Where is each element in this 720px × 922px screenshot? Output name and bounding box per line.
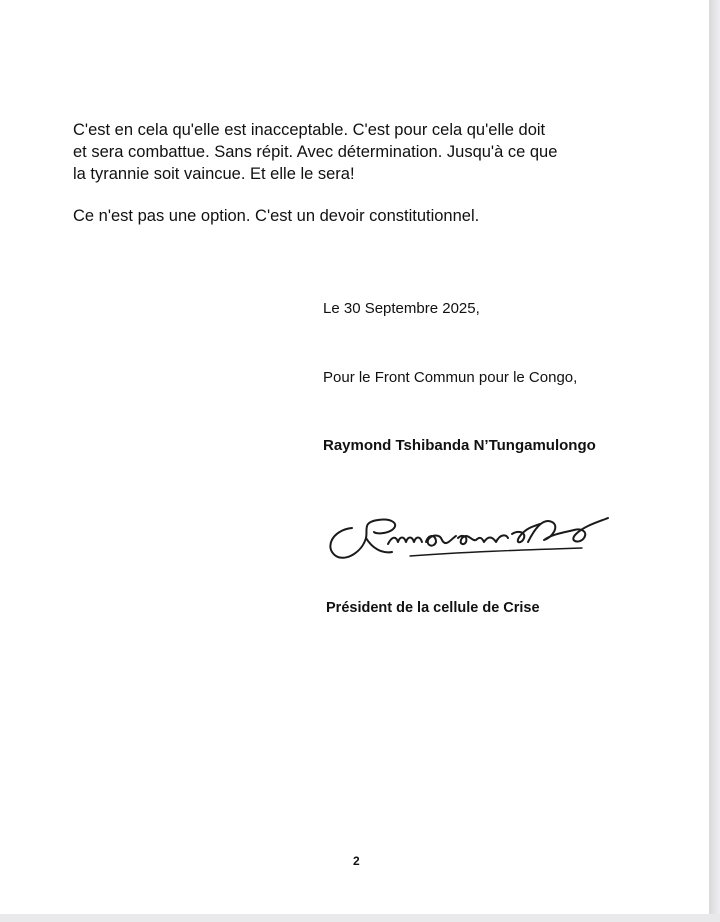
organization-line: Pour le Front Commun pour le Congo,: [323, 369, 578, 386]
page-number: 2: [353, 854, 360, 868]
body-paragraph-2: Ce n'est pas une option. C'est un devoir constitutionnel.: [73, 207, 480, 225]
date-line: Le 30 Septembre 2025,: [323, 300, 480, 317]
signatory-name: Raymond Tshibanda N’Tungamulongo: [323, 437, 596, 454]
handwritten-signature: [322, 508, 622, 568]
body-paragraph-1: C'est en cela qu'elle est inacceptable. C'est pour cela qu'elle doit et sera combattue. Sans répit. Avec détermination. Jusqu'à ce que la tyrannie soit vaincue. Et elle le sera!: [73, 121, 558, 183]
viewer-bottom-edge: [0, 914, 720, 922]
page-stack-edge: [709, 0, 720, 922]
signatory-role: Président de la cellule de Crise: [326, 600, 540, 616]
